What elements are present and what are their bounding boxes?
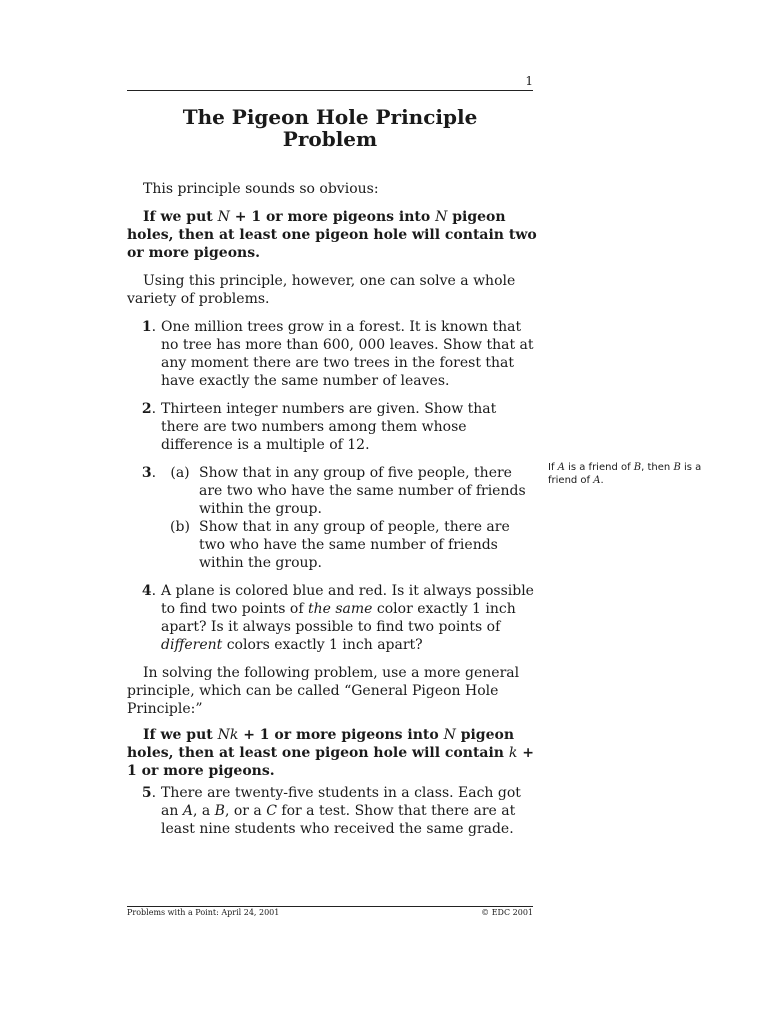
general-intro-text: In solving the following problem, use a more general principle, which can be called “General Pigeon Hole Principle:” (127, 665, 520, 717)
side-note: If A is a friend of B, then B is a friend of A. (548, 462, 702, 486)
problem-text: A plane is colored blue and red. Is it always possible to find two points of the same color exactly 1 inch apart? Is it always possible to find two points of different colors exactly 1 inch apart? (161, 583, 534, 653)
intro-text: This principle sounds so obvious: (143, 181, 379, 197)
usage-text: Using this principle, however, one can solve a whole variety of problems. (127, 273, 516, 307)
problem-text: One million trees grow in a forest. It is known that no tree has more than 600, 000 leaves. Show that at any moment there are two trees in the forest that have exactly the same number of leaves. (161, 319, 534, 389)
problem-4 (127, 582, 537, 654)
problem-2 (127, 400, 537, 454)
problem-number: 3. (141, 465, 157, 481)
title-line-2: Problem (282, 127, 378, 151)
problem-3 (127, 464, 537, 572)
main-content (127, 180, 537, 848)
page-title (127, 106, 533, 150)
problem-number: 2. (141, 401, 157, 417)
title-line-1: The Pigeon Hole Principle (182, 105, 478, 129)
page-number: 1 (525, 74, 533, 88)
footer-right: © EDC 2001 (481, 908, 533, 917)
problem-number: 4. (141, 583, 157, 599)
footer-left: Problems with a Point: April 24, 2001 (127, 908, 280, 917)
sub-text: Show that in any group of five people, there are two who have the same number of friends within the group. (199, 465, 526, 517)
problem-3a (161, 464, 537, 518)
principle-statement: If we put N + 1 or more pigeons into N pigeon holes, then at least one pigeon hole will contain two or more pigeons. (127, 209, 537, 261)
problem-number: 5. (141, 785, 157, 801)
general-principle-statement: If we put Nk + 1 or more pigeons into N pigeon holes, then at least one pigeon hole will contain k + 1 or more pigeons. (127, 727, 534, 779)
problem-1 (127, 318, 537, 390)
problem-number: 1. (141, 319, 157, 335)
problem-3b (161, 518, 537, 572)
header-rule (127, 90, 533, 91)
footer-rule (127, 906, 533, 907)
sub-label: (a) (170, 465, 190, 481)
problem-text: Thirteen integer numbers are given. Show that there are two numbers among them whose difference is a multiple of 12. (161, 401, 497, 453)
problem-5 (127, 784, 537, 838)
sub-text: Show that in any group of people, there are two who have the same number of friends within the group. (199, 519, 510, 571)
problem-text: There are twenty-five students in a class. Each got an A, a B, or a C for a test. Show that there are at least nine students who received the same grade. (161, 785, 521, 837)
sub-label: (b) (170, 519, 190, 535)
